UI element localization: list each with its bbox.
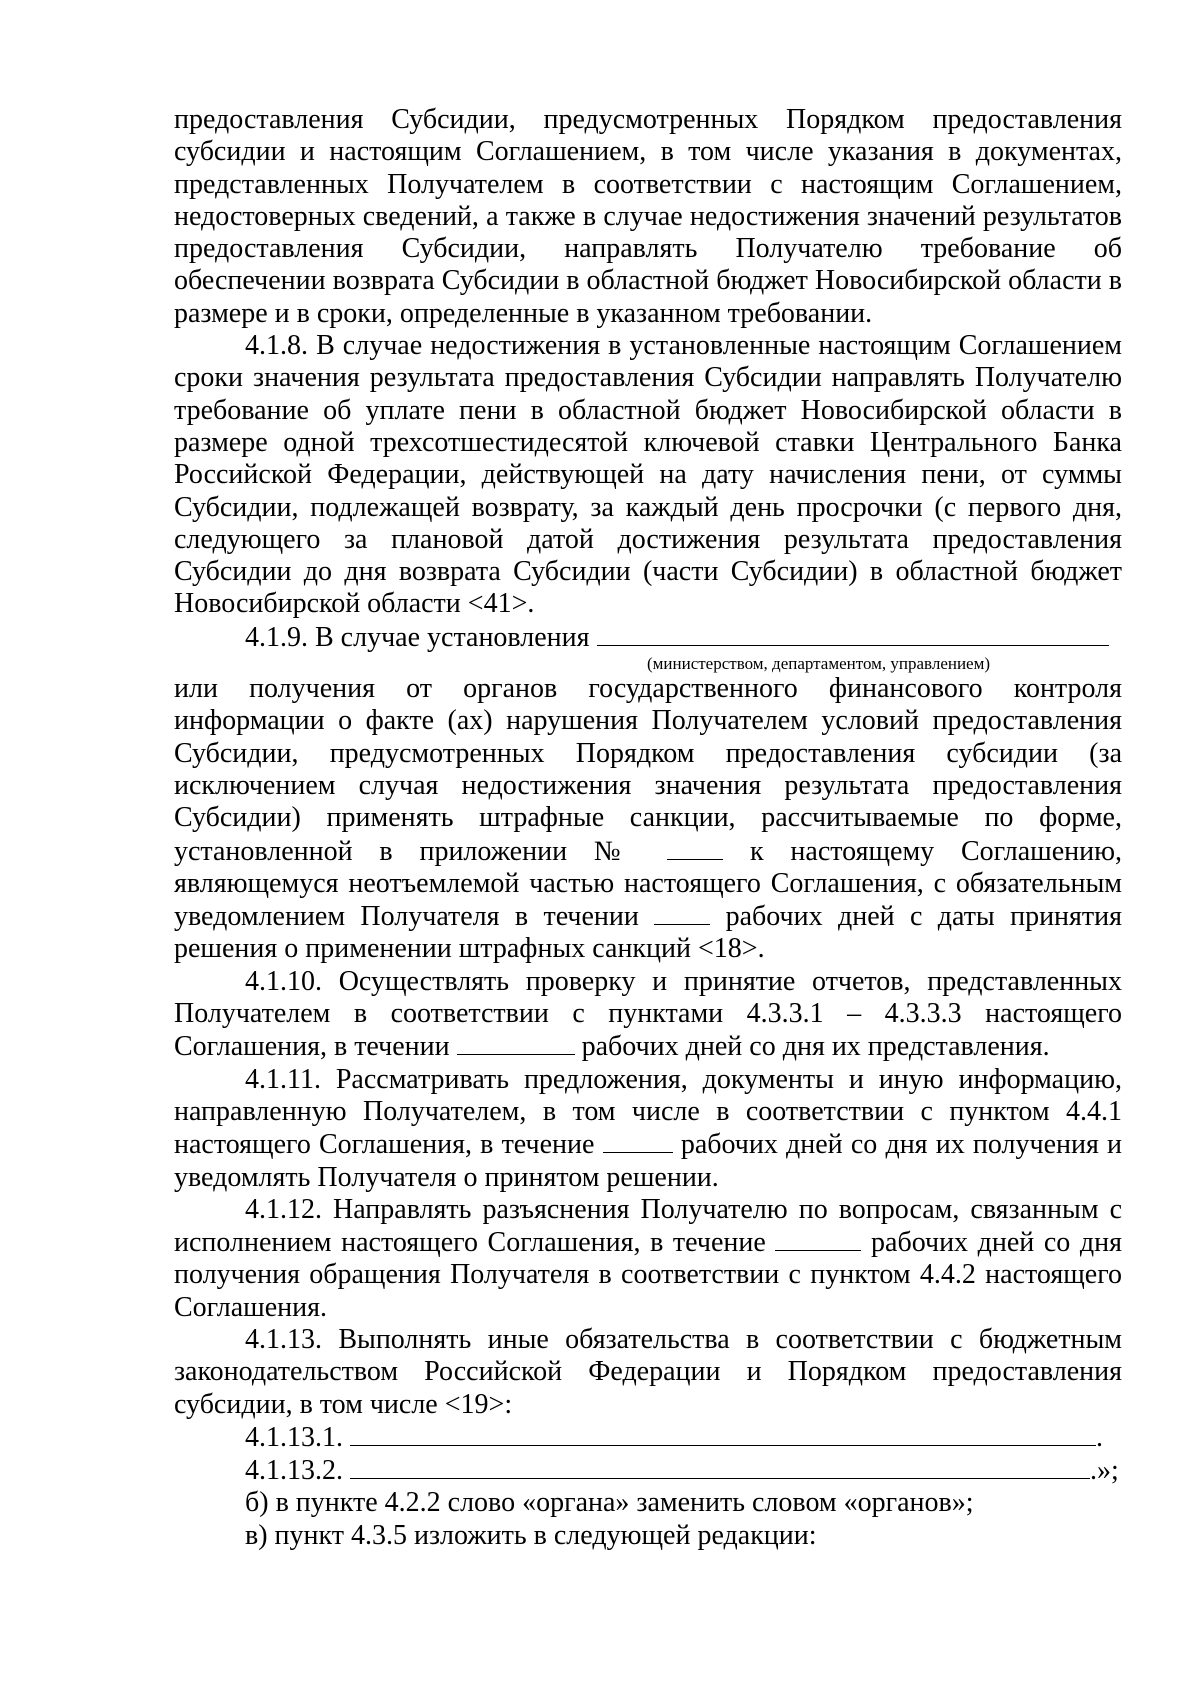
paragraph-4-1-11 bbox=[174, 1064, 1122, 1194]
paragraph-4-1-13-1 bbox=[174, 1421, 1122, 1454]
paragraph-4-1-12-text-2: рабочих дней со дня получения обращения Получателя в соответствии с пунктом 4.4.2 настоящего Соглашения. bbox=[174, 1227, 1123, 1323]
institution-caption: (министерством, департаментом, управлением) bbox=[647, 654, 991, 674]
paragraph-4-1-9-text-1: или получения от органов государственного финансового контроля информации о факте (ах) нарушения Получателем условий предоставления Субсидии, предусмотренных Порядком предоставления субсидии (за исключением случая недостижения значения результата предоставления Субсидии) применять штрафные санкции, рассчитываемые по форме, установленной в приложении № bbox=[174, 673, 1122, 867]
document-page bbox=[174, 104, 1122, 1552]
paragraph-b: б) в пункте 4.2.2 слово «органа» заменить словом «органов»; bbox=[245, 1487, 974, 1519]
paragraph-4-1-8: 4.1.8. В случае недостижения в установленные настоящим Соглашением сроки значения результата предоставления Субсидии направлять Получателю требование об уплате пени в областной бюджет Новосибирской области в размере одной трехсотшестидесятой ключевой ставки Центрального Банка Российской Федерации, действующей на дату начисления пени, от суммы Субсидии, подлежащей возврату, за каждый день просрочки (с первого дня, следующего за плановой датой достижения результата предоставления Субсидии до дня возврата Субсидии (части Субсидии) в областной бюджет Новосибирской области <41>. bbox=[174, 330, 1122, 620]
paragraph-4-1-11-text-2: рабочих дней со дня их получения и уведомлять Получателя о принятом решении. bbox=[174, 1129, 1123, 1193]
paragraph-intro: предоставления Субсидии, предусмотренных Порядком предоставления субсидии и настоящим Соглашением, в том числе указания в документах, представленных Получателем в соответствии с настоящим Соглашением, недостоверных сведений, а также в случае недостижения значений результатов предоставления Субсидии, направлять Получателю требование об обеспечении возврата Субсидии в областной бюджет Новосибирской области в размере и в сроки, определенные в указанном требовании. bbox=[174, 104, 1122, 329]
item-label: 4.1.13.2. bbox=[245, 1455, 343, 1487]
blank-line-obligation bbox=[350, 1421, 1096, 1446]
item-end: .»; bbox=[1090, 1455, 1119, 1487]
paragraph-4-1-9 bbox=[174, 673, 1122, 966]
paragraph-4-1-9-text-2: к настоящему Соглашению, являющемуся неотъемлемой частью настоящего Соглашения, с обязательным уведомлением Получателя в течении bbox=[174, 835, 1123, 933]
paragraph-4-1-11-text-1: 4.1.11. Рассматривать предложения, документы и иную информацию, направленную Получателем, в том числе в соответствии с пунктом 4.4.1 настоящего Соглашения, в течение bbox=[174, 1063, 1122, 1161]
paragraph-4-1-10-text-1: 4.1.10. Осуществлять проверку и принятие отчетов, представленных Получателем в соответствии с пунктами 4.3.3.1 – 4.3.3.3 настоящего Соглашения, в течении bbox=[174, 965, 1122, 1063]
blank-line-obligation bbox=[350, 1454, 1090, 1479]
item-label: 4.1.13.1. bbox=[245, 1421, 343, 1453]
paragraph-v: в) пункт 4.3.5 изложить в следующей редакции: bbox=[245, 1519, 817, 1551]
blank-line-appendix-number bbox=[667, 835, 723, 860]
item-end: . bbox=[1096, 1421, 1103, 1453]
blank-line-days bbox=[603, 1128, 673, 1153]
paragraph-4-1-12 bbox=[174, 1194, 1122, 1324]
paragraph-4-1-10-text-2: рабочих дней со дня их представления. bbox=[581, 1031, 1050, 1063]
paragraph-4-1-10 bbox=[174, 966, 1122, 1064]
paragraph-4-1-9-lead: 4.1.9. В случае установления bbox=[245, 621, 590, 653]
paragraph-4-1-9-start bbox=[174, 621, 1122, 673]
paragraph-4-1-9-text-3: рабочих дней с даты принятия решения о применении штрафных санкций <18>. bbox=[174, 901, 1123, 965]
blank-line-days bbox=[775, 1226, 861, 1251]
paragraph-4-1-13: 4.1.13. Выполнять иные обязательства в соответствии с бюджетным законодательством Российской Федерации и Порядком предоставления субсидии, в том числе <19>: bbox=[174, 1323, 1122, 1420]
paragraph-4-1-13-2 bbox=[174, 1454, 1122, 1487]
blank-line-days bbox=[654, 900, 710, 925]
blank-line-days bbox=[457, 1030, 575, 1055]
paragraph-4-1-12-text-1: 4.1.12. Направлять разъяснения Получателю по вопросам, связанным с исполнением настоящего Соглашения, в течение bbox=[174, 1193, 1122, 1259]
blank-line-institution bbox=[597, 621, 1109, 646]
